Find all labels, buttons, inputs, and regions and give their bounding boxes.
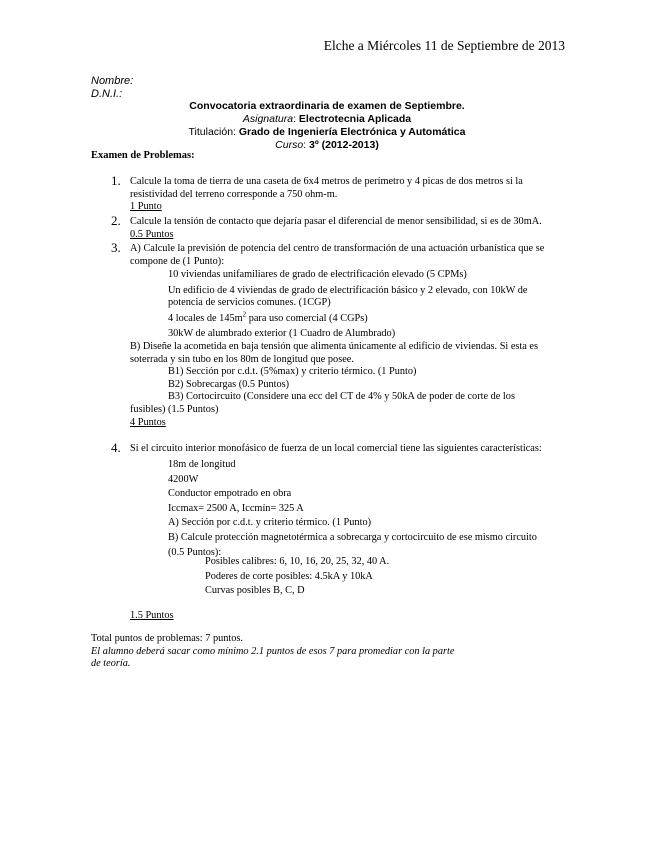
- q3-item4: 30kW de alumbrado exterior (1 Cuadro de Alumbrado): [168, 328, 396, 340]
- question-3-b-items: [168, 366, 515, 404]
- q3-b-line2: soterrada y sin tubo en los 80m de longitud que posee.: [130, 353, 354, 365]
- q3-item3-sup: 2: [242, 310, 247, 319]
- q3-b-line1: B) Diseñe la acometida en baja tensión que alimenta únicamente al edificio de viviendas. Si esta es: [130, 341, 539, 352]
- q4-number: 4.: [111, 440, 121, 455]
- q3-number: 3.: [111, 240, 121, 255]
- q3-item2-line1: Un edificio de 4 viviendas de grado de electrificación básico y 2 elevado, con 10kW de: [168, 284, 528, 296]
- question-4-specs: [168, 458, 537, 560]
- titulacion-line: [91, 126, 563, 139]
- question-1: [130, 176, 523, 214]
- q1-number: 1.: [111, 173, 121, 188]
- exam-footer: [91, 633, 454, 671]
- question-4-options: [205, 555, 389, 599]
- curso-line: Curso: 3º (2012-2013): [275, 139, 379, 151]
- q3-a-line2: compone de (1 Punto):: [130, 255, 225, 267]
- question-3-a: [130, 243, 544, 268]
- q4-a: A) Sección por c.d.t. y criterio térmico. (1 Punto): [168, 517, 372, 529]
- q4-opt1: Posibles calibres: 6, 10, 16, 20, 25, 32, 40 A.: [205, 556, 390, 567]
- q3-b3-line2: fusibles) (1.5 Puntos): [130, 404, 219, 415]
- exam-header: [91, 100, 563, 152]
- titulacion-value: Grado de Ingeniería Electrónica y Automática: [238, 126, 466, 138]
- curso-value: 3º (2012-2013): [309, 139, 379, 151]
- q4-b-line1: B) Calcule protección magnetotérmica a sobrecarga y cortocircuito de ese mismo circuito: [168, 531, 537, 543]
- note-line1: El alumno deberá sacar como mínimo 2.1 puntos de esos 7 para promediar con la parte: [91, 645, 455, 657]
- nombre-label: Nombre:: [91, 75, 134, 87]
- total-points: Total puntos de problemas: 7 puntos.: [91, 633, 243, 644]
- q3-points: 4 Puntos: [130, 416, 166, 428]
- dni-label: D.N.I.:: [91, 88, 123, 100]
- asignatura-label: Asignatura: [242, 113, 294, 125]
- q4-b-line2: (0.5 Puntos):: [168, 546, 222, 558]
- q2-line1: Calcule la tensión de contacto que dejaría pasar el diferencial de menor sensibilidad, si es de 30mA.: [130, 216, 542, 227]
- q3-b2: B2) Sobrecargas (0.5 Puntos): [168, 378, 290, 390]
- q4-spec1: 18m de longitud: [168, 459, 236, 470]
- q4-spec4: Iccmax= 2500 A, Iccmín= 325 A: [168, 502, 304, 514]
- curso-label: Curso: [275, 139, 304, 151]
- q1-line1: Calcule la toma de tierra de una caseta de 6x4 metros de perímetro y 4 picas de dos metros si la: [130, 176, 523, 187]
- question-3-end: [130, 404, 218, 429]
- q2-number: 2.: [111, 213, 121, 228]
- q3-item3: [168, 310, 528, 326]
- q2-points: 0.5 Puntos: [130, 228, 174, 240]
- q4-spec3: Conductor empotrado en obra: [168, 488, 292, 500]
- q3-item1: 10 viviendas unifamiliares de grado de electrificación elevado (5 CPMs): [168, 269, 467, 280]
- asignatura-line: Asignatura: Electrotecnia Aplicada: [242, 113, 412, 125]
- exam-title: Convocatoria extraordinaria de examen de Septiembre.: [189, 100, 465, 112]
- student-fields: [91, 75, 133, 101]
- q4-points: 1.5 Puntos: [130, 610, 174, 621]
- q4-spec2: 4200W: [168, 473, 199, 485]
- question-3-b: [130, 341, 538, 366]
- q4-opt3: Curvas posibles B, C, D: [205, 585, 305, 597]
- asignatura-value: Electrotecnia Aplicada: [298, 113, 412, 125]
- q3-a-line1: A) Calcule la previsión de potencia del centro de transformación de una actuación urbanística que se: [130, 243, 545, 254]
- q3-item3-post: para uso comercial (4 CGPs): [246, 312, 368, 324]
- q3-b3-line1: B3) Cortocircuito (Considere una ecc del CT de 4% y 50kA de poder de corte de los: [168, 391, 515, 403]
- q1-points: 1 Punto: [130, 201, 162, 213]
- note-line2: de teoría.: [91, 658, 131, 670]
- titulacion-label: Titulación:: [188, 126, 236, 138]
- q3-item2-line2: potencia de servicios comunes. (1CGP): [168, 297, 331, 309]
- q3-item3-pre: 4 locales de 145m: [168, 312, 243, 324]
- q3-b1: B1) Sección por c.d.t. (5%max) y criterio térmico. (1 Punto): [168, 366, 417, 377]
- question-3-items: [168, 269, 528, 341]
- question-2: [130, 216, 542, 241]
- question-4-line: Si el circuito interior monofásico de fuerza de un local comercial tiene las siguientes características:: [130, 443, 542, 454]
- exam-date: Elche a Miércoles 11 de Septiembre de 2013: [323, 38, 565, 53]
- q4-opt2: Poderes de corte posibles: 4.5kA y 10kA: [205, 570, 373, 582]
- q1-line2: resistividad del terreno corresponde a 750 ohm-m.: [130, 188, 338, 200]
- section-title: Examen de Problemas:: [91, 150, 195, 161]
